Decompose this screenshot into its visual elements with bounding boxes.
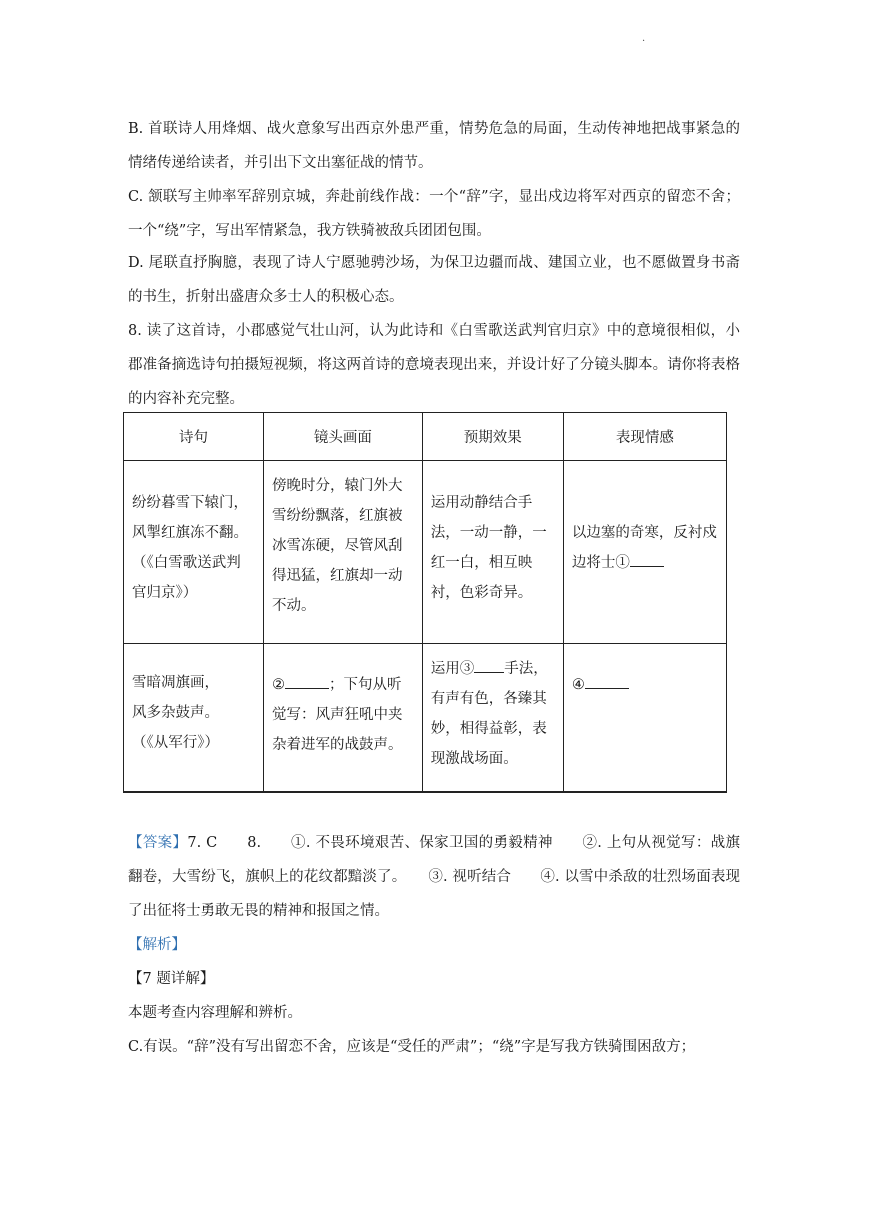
- table-header-row: [124, 413, 727, 461]
- header-scene: 镜头画面: [264, 413, 423, 461]
- row2-effect: 运用③ 手法，有声有色，各臻其妙，相得益彰，表现激战场面。: [422, 644, 563, 792]
- header-emotion: 表现情感: [563, 413, 726, 461]
- row1-scene: 傍晚时分，辕门外大雪纷纷飘落，红旗被冰雪冻硬，尽管风刮得迅猛，红旗却一动不动。: [264, 461, 423, 644]
- table-row: [124, 461, 727, 644]
- row1-poem: 纷纷暮雪下辕门， 风掣红旗冻不翻。 （《白雪歌送武判官归京》）: [124, 461, 264, 644]
- detail-tag: 【7 题详解】: [128, 971, 215, 987]
- header-poem: 诗句: [124, 413, 264, 461]
- analysis-tag: 【解析】: [128, 937, 186, 953]
- page-dot: ·: [642, 36, 646, 47]
- answer-blank-4[interactable]: [585, 676, 629, 689]
- option-d: D. 尾联直抒胸臆，表现了诗人宁愿驰骋沙场，为保卫边疆而战、建国立业，也不愿做置身书斋的书生，折射出盛唐众多士人的积极心态。: [128, 255, 740, 305]
- storyboard-table: [123, 412, 727, 793]
- answer-blank-1[interactable]: [630, 554, 664, 567]
- answer-blank-2[interactable]: [285, 676, 329, 689]
- table-row: [124, 644, 727, 792]
- row2-emotion: ④: [563, 644, 726, 792]
- answer-tag: 【答案】: [128, 835, 188, 851]
- question-8: 8. 读了这首诗，小郡感觉气壮山河，认为此诗和《白雪歌送武判官归京》中的意境很相似，小郡准备摘选诗句拍摄短视频，将这两首诗的意境表现出来，并设计好了分镜头脚本。请你将表格的内容补充完整。: [128, 323, 740, 407]
- row1-emotion: 以边塞的奇寒，反衬戍边将士①: [563, 461, 726, 644]
- row1-effect: 运用动静结合手法，一动一静，一红一白，相互映衬，色彩奇异。: [422, 461, 563, 644]
- answer-blank-3[interactable]: [474, 660, 504, 673]
- option-b: B. 首联诗人用烽烟、战火意象写出西京外患严重，情势危急的局面，生动传神地把战事紧急的情绪传递给读者，并引出下文出塞征战的情节。: [128, 121, 740, 171]
- header-effect: 预期效果: [422, 413, 563, 461]
- detail-intro: 本题考查内容理解和辨析。: [128, 1005, 302, 1021]
- row2-poem: 雪暗凋旗画， 风多杂鼓声。 （《从军行》）: [124, 644, 264, 792]
- answer-text: 7. C 8. ①. 不畏环境艰苦、保家卫国的勇毅精神 ②. 上句从视觉写：战旗翻卷，大雪纷飞，旗帜上的花纹都黯淡了。 ③. 视听结合 ④. 以雪中杀敌的壮烈场面表现了出征将士勇敢无畏的精神和报国之情。: [128, 835, 741, 919]
- detail-option-c: C.有误。“辞”没有写出留恋不舍，应该是“受任的严肃”；“绕”字是写我方铁骑围困敌方；: [128, 1039, 696, 1055]
- row2-scene: ② ；下句从听觉写：风声狂吼中夹杂着进军的战鼓声。: [264, 644, 423, 792]
- answer-block: [128, 826, 740, 928]
- option-c: C. 颔联写主帅率军辞别京城，奔赴前线作战：一个“辞”字，显出戍边将军对西京的留恋不舍；一个“绕”字，写出军情紧急，我方铁骑被敌兵团团包围。: [128, 189, 740, 239]
